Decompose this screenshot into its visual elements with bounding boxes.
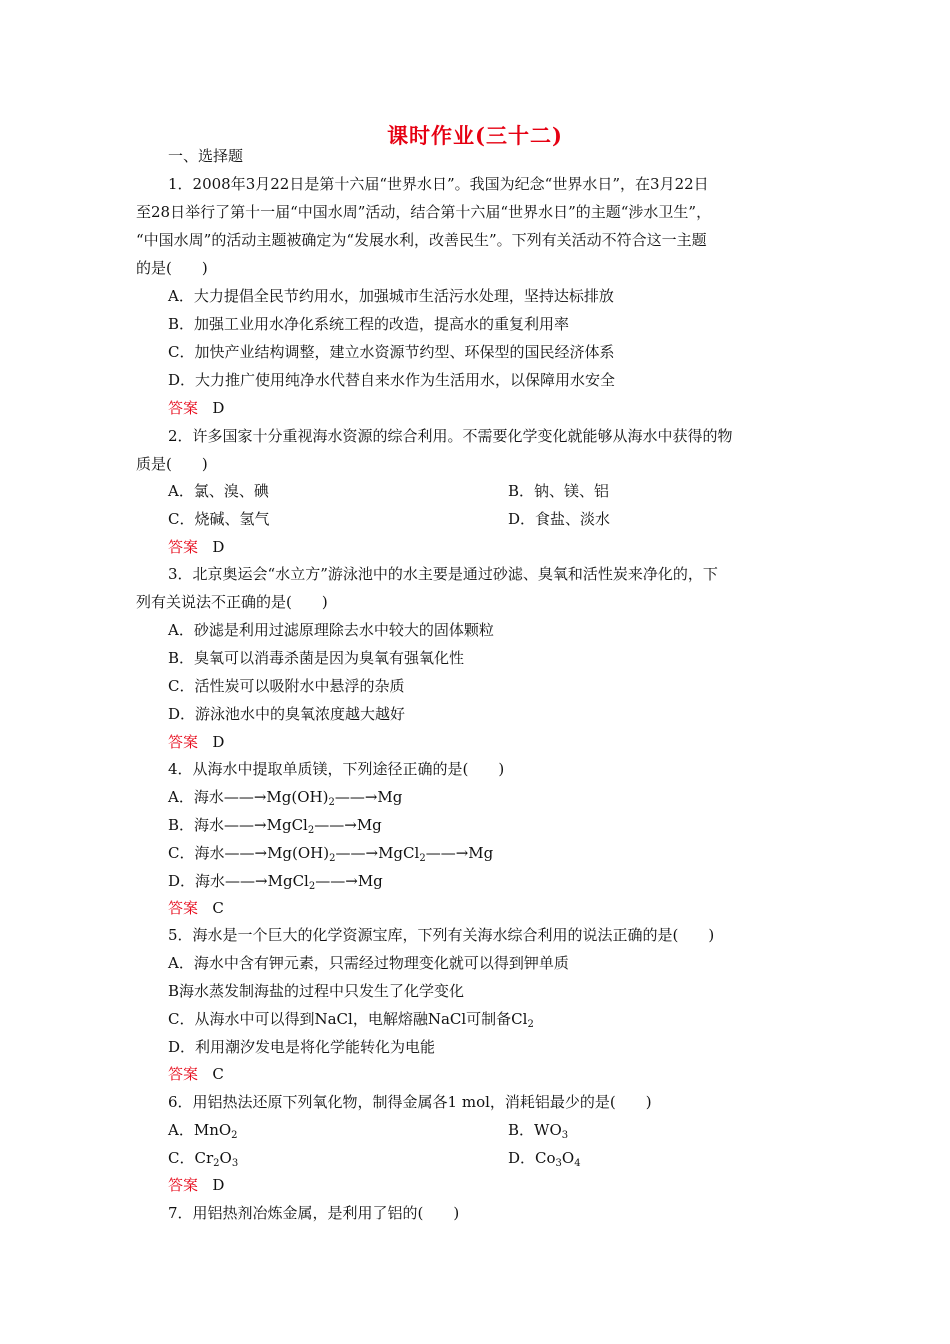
q2-option-a: A．氯、溴、碘 [168, 482, 269, 500]
q1-stem-line3: “中国水周”的活动主题被确定为“发展水利，改善民生”。下列有关活动不符合这一主题 [136, 231, 707, 249]
q1-option-d: D．大力推广使用纯净水代替自来水作为生活用水，以保障用水安全 [168, 371, 616, 389]
option-lead: D．海水 [168, 872, 226, 890]
q5-stem-line1: 5．海水是一个巨大的化学资源宝库，下列有关海水综合利用的说法正确的是( ) [168, 926, 715, 944]
answer-value: D [212, 538, 225, 556]
answer-label: 答案 [168, 1065, 199, 1083]
q2-option-b: B．钠、镁、铝 [508, 482, 610, 500]
q7-stem-line1: 7．用铝热剂冶炼金属，是利用了铝的( ) [168, 1204, 460, 1222]
answer-value: C [212, 899, 224, 917]
q6-stem-line1: 6．用铝热法还原下列氧化物，制得金属各1 mol，消耗铝最少的是( ) [168, 1093, 652, 1111]
q5-answer [168, 1064, 224, 1084]
section-heading: 一、选择题 [168, 147, 244, 165]
q6-answer [168, 1175, 224, 1195]
subscript: 2 [419, 853, 426, 864]
arrow-icon: ——→ [335, 844, 379, 862]
q2-stem-line1: 2．许多国家十分重视海水资源的综合利用。不需要化学变化就能够从海水中获得的物 [168, 427, 733, 445]
subscript: 3 [231, 1158, 239, 1169]
formula: A．MnO [168, 1121, 232, 1139]
answer-label: 答案 [168, 899, 199, 917]
page-title: 课时作业(三十二) [387, 123, 563, 148]
q3-option-d: D．游泳池水中的臭氧浓度越大越好 [168, 705, 406, 723]
q1-option-a: A．大力提倡全民节约用水，加强城市生活污水处理，坚持达标排放 [168, 287, 614, 305]
arrow-icon: ——→ [224, 816, 267, 834]
subscript: 2 [308, 881, 316, 892]
option-lead: B．海水 [168, 816, 225, 834]
answer-label: 答案 [168, 538, 199, 556]
arrow-icon: ——→ [224, 844, 268, 862]
q5-option-d: D．利用潮汐发电是将化学能转化为电能 [168, 1038, 436, 1056]
q6-option-b [508, 1120, 568, 1140]
q4-option-d [168, 871, 383, 891]
formula: Mg(OH) [267, 844, 330, 862]
q3-option-a: A．砂滤是利用过滤原理除去水中较大的固体颗粒 [168, 621, 494, 639]
q1-stem-line4: 的是( ) [136, 259, 208, 277]
formula: Mg [468, 844, 494, 862]
answer-value: D [212, 733, 225, 751]
option-text: C．从海水中可以得到NaCl，电解熔融NaCl可制备Cl [168, 1010, 528, 1028]
q1-stem-line1: 1．2008年3月22日是第十六届“世界水日”。我国为纪念“世界水日”，在3月22日 [168, 175, 709, 193]
arrow-icon: ——→ [425, 844, 469, 862]
q3-stem-line2: 列有关说法不正确的是( ) [136, 593, 328, 611]
q1-stem-line2: 至28日举行了第十一届“中国水周”活动，结合第十六届“世界水日”的主题“涉水卫生”， [136, 203, 712, 221]
q6-option-d [508, 1148, 581, 1168]
q5-option-b: B海水蒸发制海盐的过程中只发生了化学变化 [168, 982, 465, 1000]
formula: O [219, 1149, 232, 1167]
q2-answer [168, 537, 224, 557]
answer-label: 答案 [168, 1176, 199, 1194]
q1-option-b: B．加强工业用水净化系统工程的改造，提高水的重复利用率 [168, 315, 570, 333]
q4-answer [168, 898, 224, 918]
q5-option-c [168, 1009, 534, 1029]
answer-label: 答案 [168, 733, 199, 751]
q1-option-c: C．加快产业结构调整，建立水资源节约型、环保型的国民经济体系 [168, 343, 615, 361]
subscript: 4 [574, 1158, 581, 1169]
subscript: 3 [555, 1158, 562, 1169]
q3-answer [168, 732, 224, 752]
subscript: 2 [231, 1130, 238, 1141]
arrow-icon: ——→ [334, 788, 378, 806]
answer-value: D [212, 399, 225, 417]
formula: MgCl [266, 816, 308, 834]
q3-option-c: C．活性炭可以吸附水中悬浮的杂质 [168, 677, 405, 695]
q2-stem-line2: 质是( ) [136, 455, 208, 473]
formula: Mg [357, 872, 383, 890]
formula: MgCl [378, 844, 420, 862]
q5-option-a: A．海水中含有钾元素，只需经过物理变化就可以得到钾单质 [168, 954, 569, 972]
option-lead: C．海水 [168, 844, 225, 862]
answer-value: C [212, 1065, 224, 1083]
q2-option-c: C．烧碱、氢气 [168, 510, 270, 528]
arrow-icon: ——→ [223, 788, 267, 806]
formula: Mg [377, 788, 403, 806]
formula: B．WO [508, 1121, 562, 1139]
arrow-icon: ——→ [315, 872, 358, 890]
subscript: 2 [328, 797, 335, 808]
q4-option-a [168, 787, 402, 807]
formula: O [561, 1149, 575, 1167]
q3-stem-line1: 3．北京奥运会“水立方”游泳池中的水主要是通过砂滤、臭氧和活性炭来净化的，下 [168, 565, 718, 583]
answer-label: 答案 [168, 399, 199, 417]
q6-option-c [168, 1148, 238, 1168]
answer-value: D [212, 1176, 225, 1194]
formula: C．Cr [168, 1149, 214, 1167]
option-lead: A．海水 [168, 788, 224, 806]
arrow-icon: ——→ [314, 816, 357, 834]
subscript: 2 [329, 853, 336, 864]
formula: D．Co [508, 1149, 556, 1167]
q2-option-d: D．食盐、淡水 [508, 510, 611, 528]
arrow-icon: ——→ [225, 872, 268, 890]
q4-option-b [168, 815, 382, 835]
subscript: 2 [213, 1158, 220, 1169]
q6-option-a [168, 1120, 238, 1140]
subscript: 3 [561, 1130, 569, 1141]
q4-stem-line1: 4．从海水中提取单质镁，下列途径正确的是( ) [168, 760, 505, 778]
q4-option-c [168, 843, 493, 863]
q1-answer [168, 398, 224, 418]
formula: Mg(OH) [266, 788, 329, 806]
formula: Mg [356, 816, 382, 834]
subscript: 2 [527, 1019, 534, 1030]
subscript: 2 [307, 825, 315, 836]
formula: MgCl [267, 872, 309, 890]
q3-option-b: B．臭氧可以消毒杀菌是因为臭氧有强氧化性 [168, 649, 465, 667]
